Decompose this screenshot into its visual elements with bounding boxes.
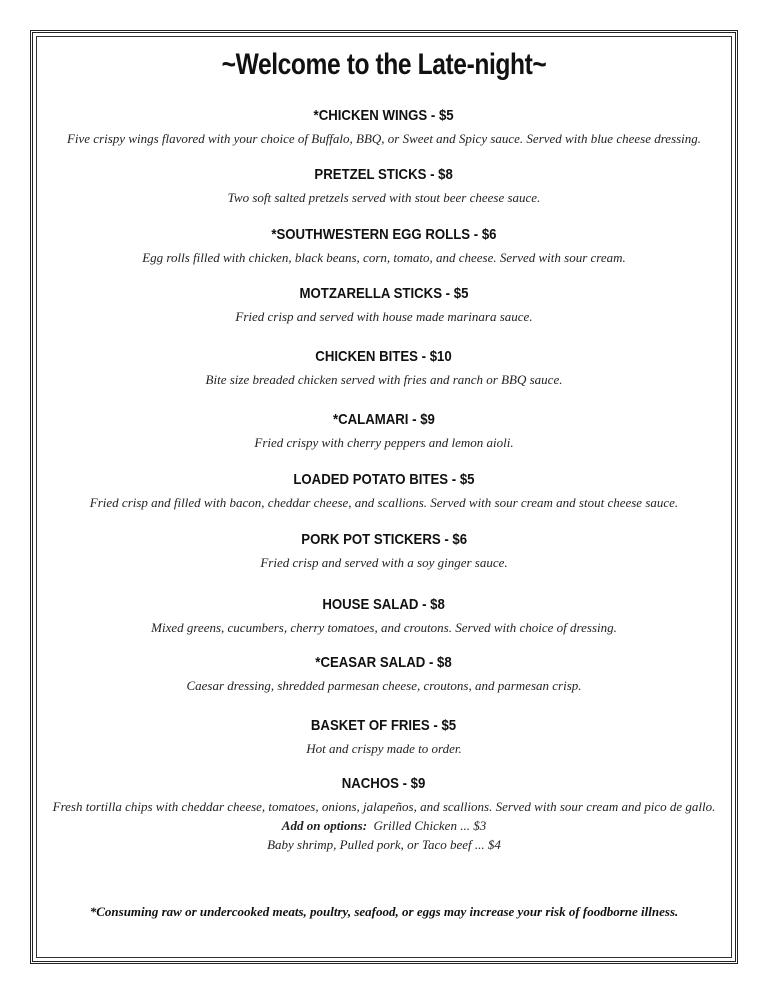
item-name: *SOUTHWESTERN EGG ROLLS - $6 xyxy=(271,226,497,243)
item-description: Hot and crispy made to order. xyxy=(306,741,462,756)
item-description: Bite size breaded chicken served with fries and ranch or BBQ sauce. xyxy=(205,372,563,387)
item-description: Five crispy wings flavored with your choice of Buffalo, BBQ, or Sweet and Spicy sauce. Served with blue cheese dressing. xyxy=(66,131,702,146)
menu-item xyxy=(0,717,768,758)
item-description: Fried crisp and filled with bacon, cheddar cheese, and scallions. Served with sour cream and stout cheese sauce. xyxy=(89,495,679,510)
item-description: Caesar dressing, shredded parmesan cheese, croutons, and parmesan crisp. xyxy=(186,678,582,693)
addon-line-1 xyxy=(50,816,718,835)
menu-item-nachos xyxy=(50,775,718,854)
addon-option-1: Grilled Chicken ... $3 xyxy=(373,818,487,833)
menu-item xyxy=(0,285,768,326)
item-name: HOUSE SALAD - $8 xyxy=(322,596,446,613)
item-name: PORK POT STICKERS - $6 xyxy=(301,531,467,548)
food-safety-disclaimer: *Consuming raw or undercooked meats, poultry, seafood, or eggs may increase your risk of foodborne illness. xyxy=(89,904,679,919)
item-description: Mixed greens, cucumbers, cherry tomatoes, and croutons. Served with choice of dressing. xyxy=(151,620,617,635)
menu-item xyxy=(0,471,768,512)
menu-item xyxy=(0,654,768,695)
item-name: CHICKEN BITES - $10 xyxy=(315,348,453,365)
menu-item xyxy=(0,596,768,637)
item-name: LOADED POTATO BITES - $5 xyxy=(293,471,475,488)
item-name: NACHOS - $9 xyxy=(342,775,426,792)
addon-label: Add on options: xyxy=(281,818,368,833)
item-name: PRETZEL STICKS - $8 xyxy=(314,166,454,183)
item-description: Fried crispy with cherry peppers and lemon aioli. xyxy=(254,435,514,450)
menu-item xyxy=(0,226,768,267)
item-name: BASKET OF FRIES - $5 xyxy=(311,717,457,734)
menu-item xyxy=(0,348,768,389)
item-description: Egg rolls filled with chicken, black beans, corn, tomato, and cheese. Served with sour cream. xyxy=(142,250,626,265)
item-name: *CHICKEN WINGS - $5 xyxy=(313,107,455,124)
item-description: Fried crisp and served with a soy ginger sauce. xyxy=(260,555,508,570)
item-name: *CEASAR SALAD - $8 xyxy=(315,654,453,671)
item-name: MOTZARELLA STICKS - $5 xyxy=(299,285,469,302)
menu-item xyxy=(0,107,768,148)
menu-item xyxy=(0,411,768,452)
item-description: Fresh tortilla chips with cheddar cheese, tomatoes, onions, jalapeños, and scallions. Served with sour cream and pico de gallo. xyxy=(52,799,716,814)
menu-item xyxy=(0,531,768,572)
addon-line-2: Baby shrimp, Pulled pork, or Taco beef ... $4 xyxy=(267,837,501,852)
item-name: *CALAMARI - $9 xyxy=(333,411,435,428)
menu-item xyxy=(0,166,768,207)
menu-title: ~Welcome to the Late-night~ xyxy=(221,48,547,81)
item-description: Fried crisp and served with house made marinara sauce. xyxy=(235,309,533,324)
item-description: Two soft salted pretzels served with stout beer cheese sauce. xyxy=(227,190,541,205)
